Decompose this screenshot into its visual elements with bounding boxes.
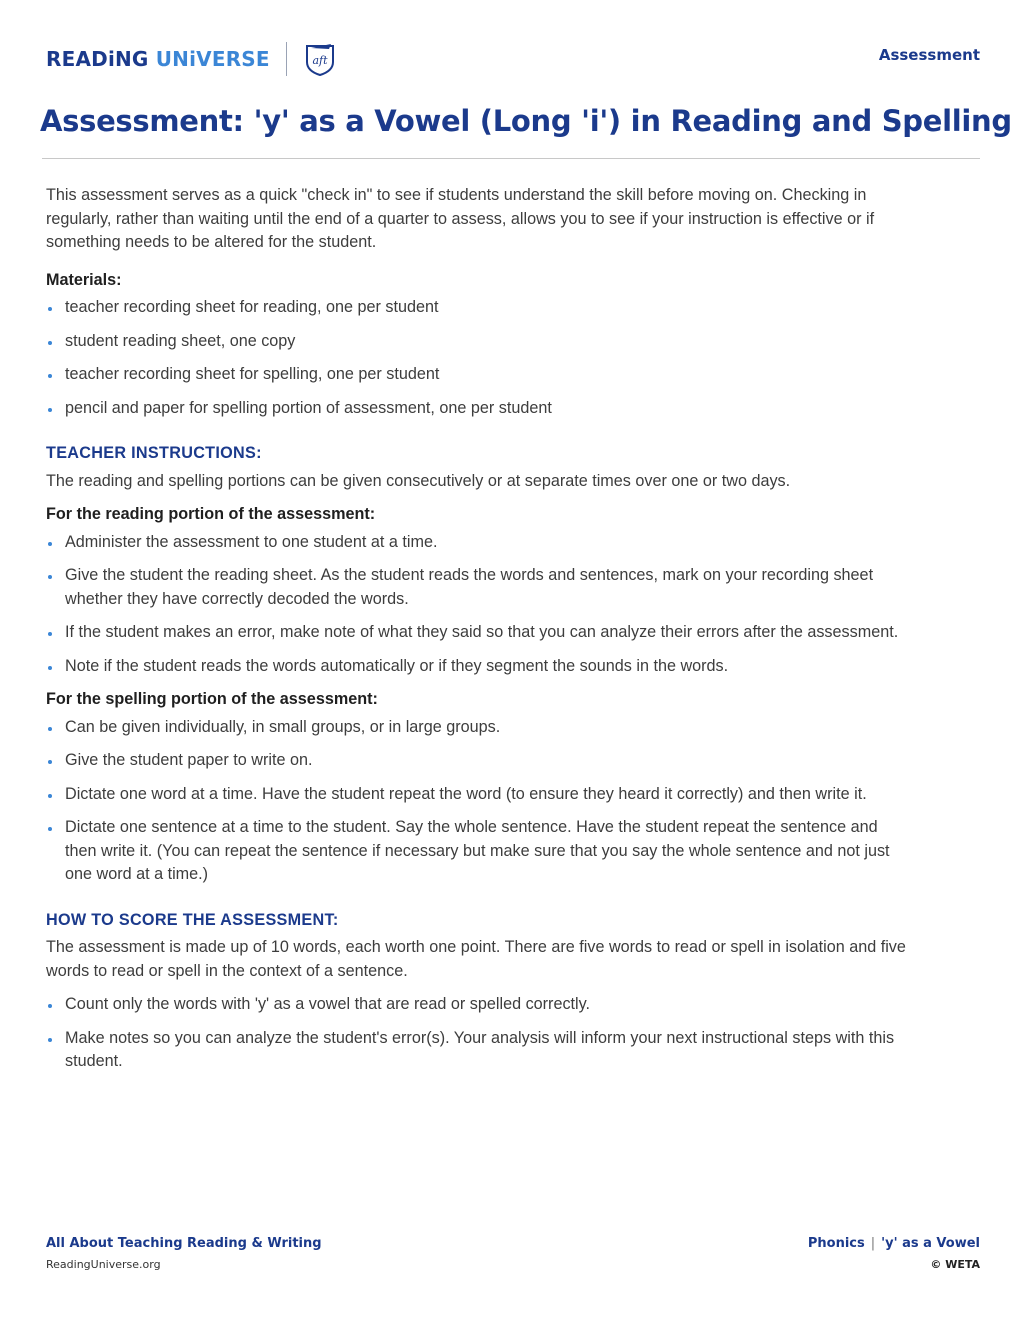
teacher-instructions-heading: TEACHER INSTRUCTIONS: <box>46 444 262 462</box>
page-title: Assessment: 'y' as a Vowel (Long 'i') in Reading and Spelling <box>40 104 1012 138</box>
score-list <box>46 993 906 1074</box>
score-text: The assessment is made up of 10 words, each worth one point. There are five words to read or spell in isolation and five words to read or spell in the context of a sentence. <box>46 938 906 980</box>
document-body <box>46 184 906 1084</box>
list-item: Can be given individually, in small groups, or in large groups. <box>46 716 906 740</box>
list-item: teacher recording sheet for spelling, one per student <box>46 363 906 387</box>
list-item: teacher recording sheet for reading, one per student <box>46 296 906 320</box>
list-item: pencil and paper for spelling portion of assessment, one per student <box>46 397 906 421</box>
list-item: Make notes so you can analyze the student's error(s). Your analysis will inform your next instructional steps with this student. <box>46 1027 906 1074</box>
list-item: student reading sheet, one copy <box>46 330 906 354</box>
list-item: Dictate one sentence at a time to the student. Say the whole sentence. Have the student repeat the sentence and then write it. (You can repeat the sentence if necessary but make sure that you say the whole sentence and not just one word at a time.) <box>46 816 906 887</box>
list-item: Give the student the reading sheet. As the student reads the words and sentences, mark on your recording sheet whether they have correctly decoded the words. <box>46 564 906 611</box>
header-category-tag: Assessment <box>878 46 980 64</box>
reading-universe-logo <box>46 42 339 76</box>
score-heading: HOW TO SCORE THE ASSESSMENT: <box>46 910 339 929</box>
footer-series-title: All About Teaching Reading & Writing <box>46 1236 322 1251</box>
list-item: Count only the words with 'y' as a vowel that are read or spelled correctly. <box>46 993 906 1017</box>
logo-divider <box>286 42 287 76</box>
page-header <box>46 36 980 76</box>
logo-word-universe: UNiVERSE <box>155 47 270 71</box>
reading-portion-heading: For the reading portion of the assessment: <box>46 505 376 523</box>
list-item: Administer the assessment to one student at a time. <box>46 531 906 555</box>
logo-word-reading: READiNG <box>46 47 149 71</box>
intro-paragraph: This assessment serves as a quick "check in" to see if students understand the skill before moving on. Checking in regularly, rather than waiting until the end of a quarter to assess, allows you to see if your instruction is effective or if something needs to be altered for the student. <box>46 186 875 251</box>
aft-logo-text: aft <box>312 54 328 67</box>
spelling-portion-list <box>46 716 906 887</box>
footer-topic: 'y' as a Vowel <box>881 1236 980 1251</box>
reading-portion-list <box>46 531 906 679</box>
list-item: Note if the student reads the words automatically or if they segment the sounds in the words. <box>46 655 906 679</box>
title-divider <box>42 158 980 159</box>
materials-heading: Materials: <box>46 270 122 289</box>
teacher-instructions-text: The reading and spelling portions can be given consecutively or at separate times over one or two days. <box>46 471 791 490</box>
list-item: Give the student paper to write on. <box>46 749 906 773</box>
footer-breadcrumb <box>808 1236 980 1251</box>
footer-pipe: | <box>870 1236 876 1251</box>
aft-logo-icon <box>301 42 339 76</box>
spelling-portion-heading: For the spelling portion of the assessment: <box>46 690 378 708</box>
materials-list <box>46 296 906 420</box>
footer-url: ReadingUniverse.org <box>46 1258 161 1271</box>
list-item: If the student makes an error, make note of what they said so that you can analyze their errors after the assessment. <box>46 621 906 645</box>
footer-copyright: © WETA <box>930 1258 980 1271</box>
list-item: Dictate one word at a time. Have the student repeat the word (to ensure they heard it correctly) and then write it. <box>46 783 906 807</box>
logo-wordmark <box>46 47 270 71</box>
footer-section: Phonics <box>807 1236 865 1251</box>
